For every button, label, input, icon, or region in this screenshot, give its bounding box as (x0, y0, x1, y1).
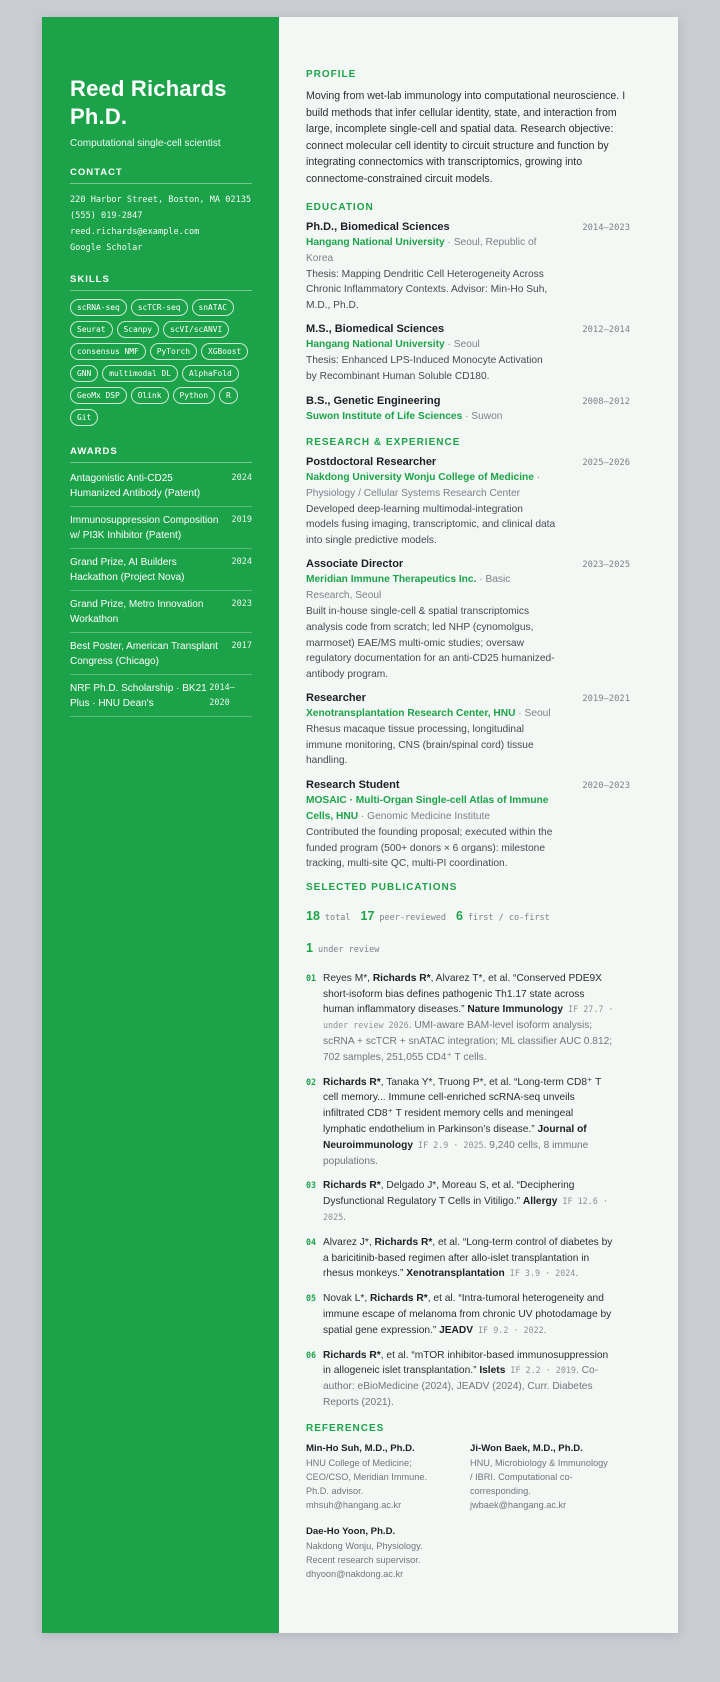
impact-factor: IF 2.9 · 2025 (413, 1139, 484, 1150)
award-year: 2024 (231, 473, 252, 483)
entry-years: 2020–2023 (582, 781, 630, 792)
organization-location: · Seoul, Republic of Korea (306, 236, 537, 264)
stat-number: 6 (455, 908, 463, 923)
publication-item (306, 1348, 630, 1411)
experience-entry (306, 456, 630, 549)
stat-number: 17 (360, 908, 375, 923)
entry-organization (306, 706, 556, 722)
reference-detail: HNU, Microbiology & Immunology (470, 1457, 608, 1468)
entry-organization (306, 337, 556, 353)
profile-heading: PROFILE (306, 69, 357, 80)
publication-item (306, 1235, 630, 1282)
journal-name: JEADV (439, 1324, 474, 1336)
entry-header (306, 456, 630, 468)
author-self: Richards R* (323, 1349, 381, 1361)
entry-years: 2025–2026 (582, 457, 630, 468)
publication-note: . 9,240 cells, 8 immune populations. (323, 1139, 589, 1167)
title-and-authors: , et al. “Intra-tumoral heterogeneity and immune escape of melanoma from chronic UV photodamage by spatial gene expression.” (323, 1293, 612, 1336)
skill-chip: Seurat (70, 321, 113, 338)
award-year: 2014–2020 (209, 683, 235, 708)
skills-heading: SKILLS (70, 274, 252, 291)
author-self: Richards R* (370, 1293, 428, 1305)
name-line: Reed Richards (70, 76, 227, 101)
reference-email[interactable]: jwbaek@hangang.ac.kr (470, 1500, 567, 1511)
reference-detail: corresponding. (470, 1486, 531, 1497)
entry-header (306, 221, 630, 233)
sidebar (42, 17, 279, 1633)
publication-item (306, 1291, 630, 1338)
publication-item (306, 1178, 630, 1225)
publication-note: . Co-author: eBioMedicine (2024), JEADV (2024), Curr. Diabetes Reports (2021). (323, 1365, 599, 1408)
award-year: 2024 (231, 557, 252, 567)
entry-description: Thesis: Enhanced LPS-Induced Monocyte Activation by Recombinant Human Soluble CD180. (306, 355, 543, 382)
skills-list (70, 299, 252, 426)
title-and-authors: , Delgado J*, Moreau S, et al. “Deciphering Dysfunctional Regulatory T Cells in Vitiligo.” (323, 1180, 575, 1208)
publication-note: . UMI-aware BAM-level isoform analysis; scRNA + scTCR + snATAC integration; ML classifier AUC 0.812; 702 samples, 251,055 CD4⁺ T cells. (323, 1020, 613, 1063)
contact-list (70, 192, 252, 256)
publication-number: 03 (306, 1180, 317, 1191)
author-self: Richards R* (323, 1076, 381, 1088)
reference-detail: CEO/CSO, Meridian Immune. (306, 1471, 428, 1482)
phone: (555) 019-2847 (70, 211, 143, 221)
education-heading: EDUCATION (306, 201, 374, 213)
entry-title: Researcher (306, 692, 366, 705)
skill-chip: multimodal DL (102, 365, 178, 382)
organization-name: Meridian Immune Therapeutics Inc. (306, 574, 477, 586)
entry-years: 2012–2014 (582, 325, 630, 336)
reference-name: Min-Ho Suh, M.D., Ph.D. (306, 1442, 415, 1454)
title-and-authors: , Tanaka Y*, Truong P*, et al. “Long-term CD8⁺ T cell memory... Immune cell-enriched scRNA-seq unveils infiltrated CD8⁺ T resident memory cells and meningeal lymphatic endothelium in Parkinson’s disease.” (323, 1076, 602, 1136)
journal-name: Nature Immunology (467, 1004, 564, 1016)
organization-name: Hangang National University (306, 339, 445, 351)
organization-name: Hangang National University (306, 236, 445, 248)
skill-chip: scRNA-seq (70, 299, 127, 316)
organization-name: Nakdong University Wonju College of Medicine (306, 471, 534, 483)
entry-description: Rhesus macaque tissue processing, longitudinal immune monitoring, CNS (brain/spinal cord) tissue handling. (306, 724, 534, 767)
address: 220 Harbor Street, Boston, MA 02135 (70, 195, 252, 205)
entry-years: 2023–2025 (582, 560, 630, 571)
experience-entry (306, 779, 630, 872)
entry-header (306, 692, 630, 704)
award-year: 2017 (231, 641, 252, 651)
publication-item (306, 971, 630, 1066)
entry-organization (306, 572, 556, 604)
award-title: NRF Ph.D. Scholarship · BK21 Plus · HNU Dean's (70, 683, 207, 709)
reference-card (306, 1442, 466, 1513)
authors-before: Alvarez J*, (323, 1236, 375, 1248)
award-item (70, 591, 252, 633)
entry-organization (306, 235, 556, 267)
publication-list (306, 971, 630, 1411)
reference-detail: / IBRI. Computational co- (470, 1471, 573, 1482)
award-title: Grand Prize, AI Builders Hackathon (Project Nova) (70, 557, 185, 583)
skill-chip: GNN (70, 365, 98, 382)
award-title: Antagonistic Anti-CD25 Humanized Antibody (Patent) (70, 473, 201, 499)
award-year: 2019 (231, 515, 252, 525)
organization-location: · Physiology / Cellular Systems Research Center (306, 471, 541, 499)
reference-detail: Ph.D. advisor. (306, 1486, 364, 1497)
stat-number: 1 (306, 940, 313, 955)
entry-title: M.S., Biomedical Sciences (306, 323, 445, 336)
person-name (70, 75, 252, 131)
publication-citation (323, 971, 615, 1066)
publication-note: . (343, 1212, 347, 1223)
entry-years: 2019–2021 (582, 694, 630, 705)
skill-chip: consensus NMF (70, 343, 146, 360)
skill-chip: AlphaFold (182, 365, 239, 382)
entry-title: Associate Director (306, 558, 404, 571)
publication-item (306, 1075, 630, 1170)
references-heading: REFERENCES (306, 1422, 385, 1434)
reference-name: Ji-Won Baek, M.D., Ph.D. (470, 1442, 583, 1454)
email-link[interactable]: reed.richards@example.com (70, 227, 200, 237)
award-year: 2023 (231, 599, 252, 609)
publication-note: . (575, 1268, 579, 1280)
title-and-authors: , et al. “Long-term control of diabetes by a baricitinib-based regimen after allo-islet transplantation in rhesus monkeys.” (323, 1236, 613, 1280)
publication-citation (323, 1075, 615, 1170)
impact-factor: IF 27.7 · under review 2026 (323, 1004, 614, 1031)
entry-organization (306, 409, 556, 425)
organization-location: · Basic Research, Seoul (306, 574, 511, 602)
publication-citation (323, 1235, 615, 1282)
entry-title: Postdoctoral Researcher (306, 455, 437, 468)
reference-name: Dae-Ho Yoon, Ph.D. (306, 1525, 396, 1537)
publication-number: 05 (306, 1293, 317, 1304)
entry-title: Research Student (306, 779, 400, 792)
stat-label: under review (317, 944, 380, 955)
stat-label: total (324, 912, 351, 923)
publication-number: 06 (306, 1349, 317, 1360)
entry-header (306, 558, 630, 570)
publication-note: . (543, 1324, 547, 1336)
experience-list (306, 456, 630, 872)
skill-chip: Olink (131, 387, 169, 404)
skill-chip: GeoMx DSP (70, 387, 127, 404)
skill-chip: Python (173, 387, 216, 404)
contact-heading: CONTACT (70, 167, 252, 184)
impact-factor: IF 12.6 · 2025 (323, 1196, 608, 1222)
stat-label: peer-reviewed (379, 912, 446, 923)
entry-years: 2008–2012 (582, 396, 630, 407)
awards-list (70, 465, 252, 717)
stat-number: 18 (306, 908, 320, 923)
entry-years: 2014–2023 (582, 222, 630, 233)
author-self: Richards R* (323, 1180, 381, 1192)
entry-header (306, 779, 630, 791)
award-title: Grand Prize, Metro Innovation Workathon (70, 599, 204, 625)
award-item (70, 675, 252, 717)
award-item (70, 465, 252, 507)
organization-name: Suwon Institute of Life Sciences (306, 410, 463, 422)
publication-number: 04 (306, 1236, 317, 1247)
reference-card (470, 1442, 630, 1513)
reference-email[interactable]: dhyoon@nakdong.ac.kr (306, 1568, 404, 1579)
journal-name: Allergy (522, 1196, 558, 1208)
publication-stat (456, 901, 550, 933)
publications-heading: SELECTED PUBLICATIONS (306, 881, 458, 893)
education-list (306, 221, 630, 425)
skill-chip: PyTorch (150, 343, 197, 360)
authors-before: Novak L*, (323, 1293, 370, 1305)
reference-detail: Recent research supervisor. (306, 1554, 421, 1565)
journal-name: Islets (479, 1365, 506, 1377)
publication-stat (306, 901, 351, 933)
publication-number: 01 (306, 972, 317, 983)
scholar-link[interactable]: Google Scholar (70, 243, 143, 253)
skill-chip: Scanpy (117, 321, 160, 338)
stat-label: first / co-first (467, 912, 550, 923)
reference-detail: Nakdong Wonju, Physiology. (306, 1540, 423, 1551)
award-item (70, 633, 252, 675)
entry-title: B.S., Genetic Engineering (306, 394, 441, 407)
tagline: Computational single-cell scientist (70, 138, 221, 149)
entry-organization (306, 793, 556, 825)
author-self: Richards R* (372, 972, 431, 984)
organization-location: · Genomic Medicine Institute (358, 811, 491, 823)
publication-citation (323, 1348, 615, 1411)
skill-chip: scVI/scANVI (163, 321, 229, 338)
entry-description: Contributed the founding proposal; executed within the funded program (500+ donors × 6 organs): milestone tracking, multi-site QC, multi-PI coordination. (306, 827, 553, 870)
publication-stats (306, 901, 606, 965)
organization-location: · Seoul (444, 339, 480, 351)
authors-before: Reyes M*, (323, 972, 373, 984)
skill-chip: snATAC (192, 299, 235, 316)
award-title: Best Poster, American Transplant Congress (Chicago) (70, 641, 218, 667)
entry-organization (306, 470, 556, 502)
award-item (70, 507, 252, 549)
reference-detail: HNU College of Medicine; (306, 1457, 412, 1468)
organization-name: MOSAIC · Multi-Organ Single-cell Atlas of Immune Cells, HNU (306, 795, 549, 823)
experience-entry (306, 558, 630, 682)
publication-stat (361, 901, 446, 933)
award-item (70, 549, 252, 591)
skill-chip: Git (70, 409, 98, 426)
author-self: Richards R* (374, 1236, 433, 1248)
skill-chip: R (219, 387, 238, 404)
reference-list (306, 1442, 630, 1581)
impact-factor: IF 9.2 · 2022 (473, 1324, 544, 1335)
reference-card (306, 1525, 466, 1582)
experience-entry (306, 692, 630, 769)
entry-description: Developed deep-learning multimodal-integration models fusing imaging, transcriptomic, and clinical data into single predictive models. (306, 503, 556, 546)
awards-heading: AWARDS (70, 446, 252, 463)
entry-title: Ph.D., Biomedical Sciences (306, 220, 450, 233)
profile-text: Moving from wet-lab immunology into computational neuroscience. I build methods that infer cellular identity, state, and interaction from large, incomplete single-cell and spatial data. Research objective: connect molecular cell identity to circuit structure and function by integrating connectomics with transcriptomics, growing into connectome-constrained circuit models. (306, 90, 626, 185)
skill-chip: scTCR-seq (131, 299, 188, 316)
resume-page (42, 17, 678, 1633)
entry-header (306, 323, 630, 335)
organization-name: Xenotransplantation Research Center, HNU (306, 708, 516, 720)
impact-factor: IF 2.2 · 2019 (505, 1365, 576, 1376)
award-title: Immunosuppression Composition w/ PI3K Inhibitor (Patent) (70, 515, 219, 541)
entry-header (306, 395, 630, 407)
publication-citation (323, 1178, 615, 1225)
education-entry (306, 221, 630, 314)
main-content (279, 17, 678, 1633)
organization-location: · Seoul (515, 708, 551, 720)
experience-heading: RESEARCH & EXPERIENCE (306, 436, 461, 448)
publication-stat (306, 933, 379, 965)
impact-factor: IF 3.9 · 2024 (504, 1268, 576, 1279)
education-entry (306, 323, 630, 384)
entry-description: Thesis: Mapping Dendritic Cell Heterogeneity Across Chronic Inflammatory Contexts. Advisor: Min-Ho Suh, M.D., Ph.D. (306, 268, 548, 311)
publication-number: 02 (306, 1076, 317, 1087)
skill-chip: XGBoost (201, 343, 248, 360)
education-entry (306, 395, 630, 425)
journal-name: Xenotransplantation (406, 1268, 505, 1280)
reference-email[interactable]: mhsuh@hangang.ac.kr (306, 1500, 402, 1511)
degree-line: Ph.D. (70, 104, 128, 129)
entry-description: Built in-house single-cell & spatial transcriptomics analysis code from scratch; led NHP (cynomolgus, marmoset) EAE/MS multi-omic studies; oversaw regulatory documentation for an anti-CD25 humanized-antibody program. (306, 606, 555, 680)
publication-citation (323, 1291, 615, 1338)
organization-location: · Suwon (462, 410, 503, 422)
journal-name: Journal of Neuroimmunology (323, 1124, 587, 1151)
title-and-authors: , Alvarez T*, et al. “Conserved PDE9X short-isoform bias defines pathogenic Th1.17 state across human inflammatory diseases.” (323, 972, 602, 1016)
title-and-authors: , et al. “mTOR inhibitor-based immunosuppression in allogeneic islet transplantation.” (323, 1349, 609, 1377)
